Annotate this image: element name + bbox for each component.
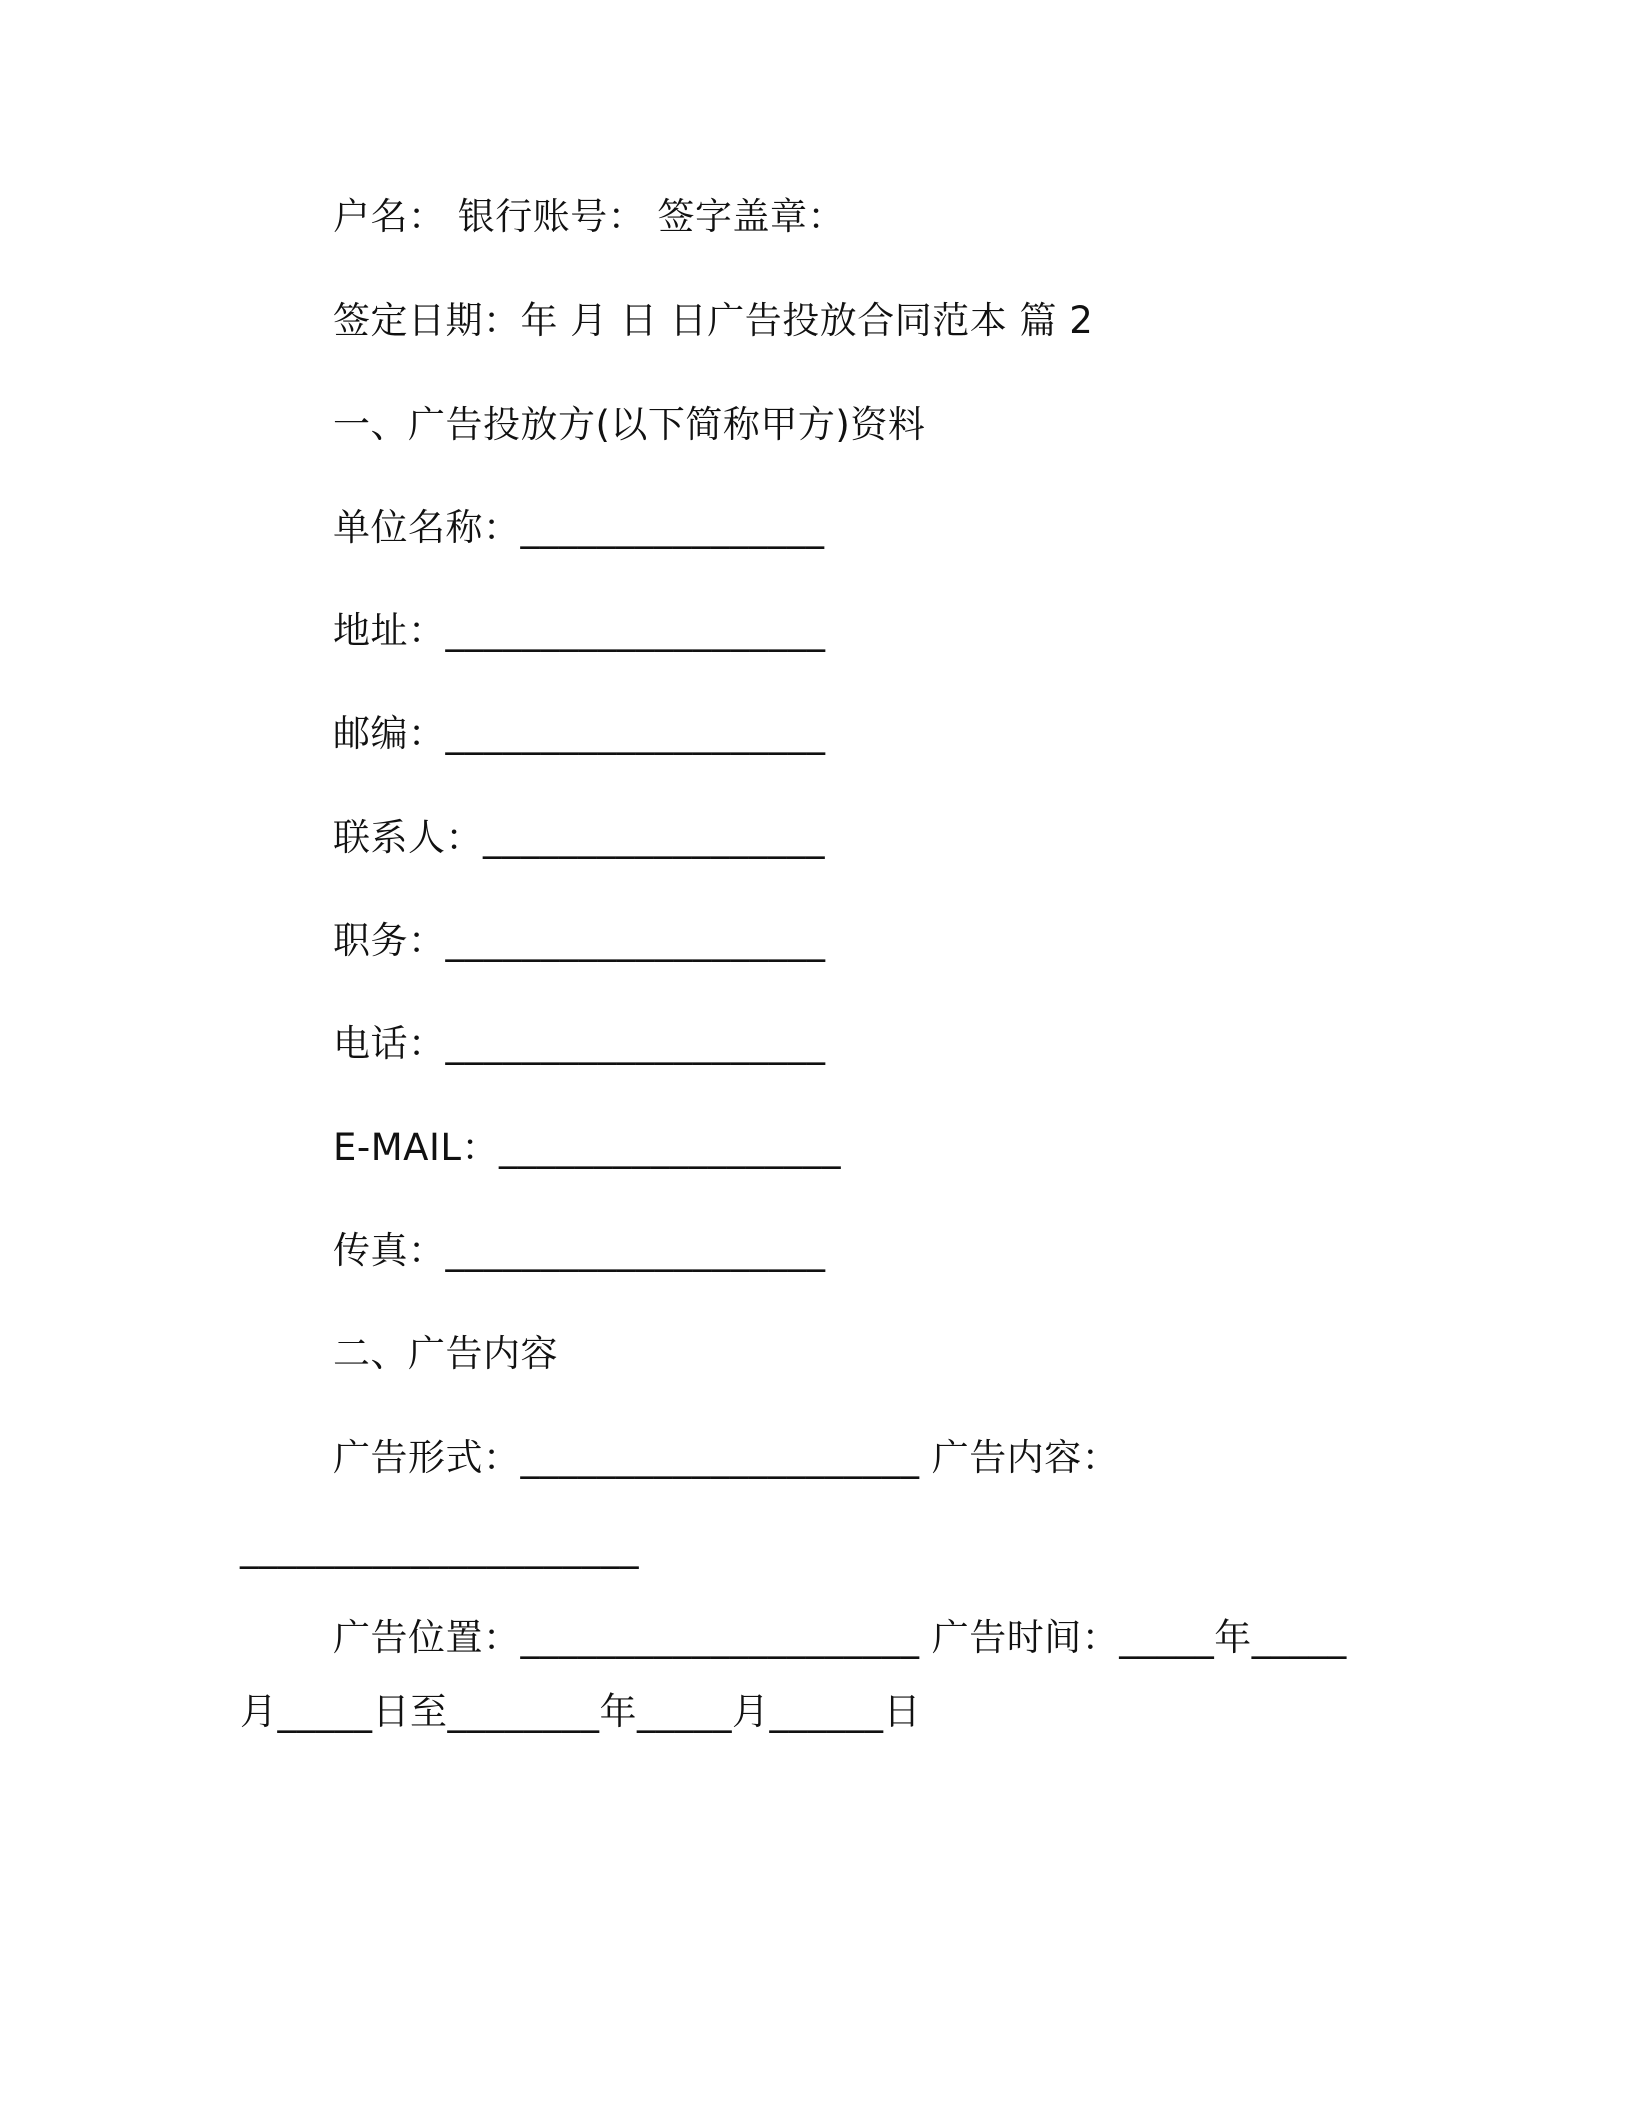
section-heading-ad-content: 二、广告内容 [333,1332,558,1375]
ad-content-continuation: _____________________ [240,1526,639,1569]
position-field: 职务：____________________ [333,919,826,962]
postcode-field: 邮编：____________________ [333,712,826,755]
sign-date-line: 签定日期：年 月 日 日广告投放合同范本 篇 2 [333,299,1094,342]
ad-time-continuation: 月_____日至________年_____月______日 [240,1690,921,1733]
fax-field: 传真：____________________ [333,1229,826,1272]
company-name-field: 单位名称：________________ [333,506,825,549]
contact-person-field: 联系人：__________________ [333,816,825,859]
phone-field: 电话：____________________ [333,1022,826,1065]
ad-position-time-line: 广告位置：_____________________ 广告时间：_____年_____ [333,1616,1347,1659]
email-field: E-MAIL：__________________ [333,1126,841,1169]
section-heading-party-a: 一、广告投放方(以下简称甲方)资料 [333,403,926,446]
ad-form-content-line: 广告形式：_____________________ 广告内容： [333,1436,1120,1479]
address-field: 地址：____________________ [333,609,826,652]
account-signature-line: 户名： 银行账号： 签字盖章： [333,195,846,238]
